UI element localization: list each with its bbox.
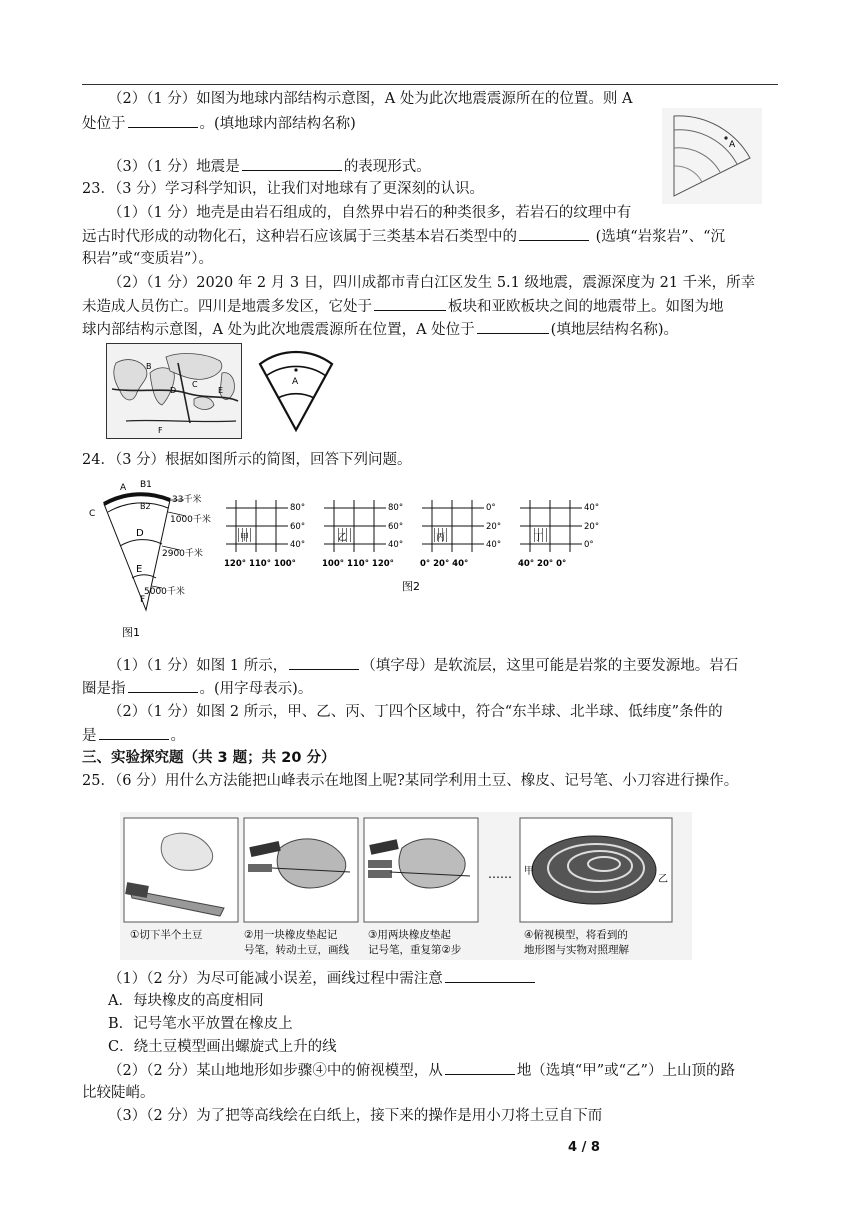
answer-blank[interactable] [242,156,342,171]
world-plate-map [106,343,242,439]
lat-label: 80° [290,503,306,513]
step2-caption-line1: ②用一块橡皮垫起记 [244,929,338,941]
lon-label: 0° 20° 40° [420,559,469,569]
q22-2-line1: （2）（1 分）如图为地球内部结构示意图，A 处为此次地震震源所在的位置。则 A [108,91,633,107]
q24-title: 24．（3 分）根据如图所示的简图，回答下列问题。 [82,452,412,468]
layer-label-f: F [140,595,146,605]
q23-2-line2: 未造成人员伤亡。四川是地震多发区，它处于 板块和亚欧板块之间的地震带上。如图为地 [82,296,724,317]
q24-1-line1: （1）（1 分）如图 1 所示， （填字母）是软流层，这里可能是岩浆的主要发源地。岩石 [108,655,738,676]
step4-caption-line1: ④俯视模型，将看到的 [524,929,628,941]
figure2-caption: 图2 [402,580,420,593]
header-rule [82,84,778,85]
step3-caption-line2: 记号笔，重复第②步 [368,944,462,956]
map-label-f: F [158,426,163,435]
step3-caption-line1: ③用两块橡皮垫起 [368,929,451,941]
lat-label: 20° [486,522,502,532]
map-label-d: D [170,386,177,395]
answer-blank[interactable] [445,1060,515,1075]
step4-caption-line2: 地形图与实物对照理解 [524,944,629,956]
depth-5000km: 5000千米 [144,587,185,597]
answer-blank[interactable] [99,725,169,740]
potato-contour-steps-figure [120,812,692,960]
lon-label: 40° 20° 0° [518,559,567,569]
grid-3 [420,500,501,569]
lat-label: 40° [290,540,306,550]
lat-label: 0° [486,503,496,513]
depth-2900km: 2900千米 [162,549,203,559]
answer-blank[interactable] [128,678,198,693]
lat-label: 60° [290,522,306,532]
layer-label-b2: B2 [140,502,151,511]
focus-dot [724,136,727,139]
grid-name: 丙 [436,533,446,543]
q23-title: 23．（3 分）学习科学知识，让我们对地球有了更深刻的认识。 [82,181,485,197]
q23-2-line1: （2）（1 分）2020 年 2 月 3 日，四川成都市青白江区发生 5.1 级地震，震源深度为 21 千米，所幸 [108,275,756,291]
lat-label: 20° [584,522,600,532]
option-a: A．每块橡皮的高度相同 [108,993,264,1009]
label-yi: 乙 [658,874,668,885]
answer-blank[interactable] [477,319,549,334]
lat-lon-grids-figure [222,498,622,594]
q24-1-line2: 圈是指 。(用字母表示)。 [82,678,312,699]
layer-label-a: A [120,483,127,493]
lat-label: 60° [388,522,404,532]
q23-1-line2: 远古时代形成的动物化石，这种岩石应该属于三类基本岩石类型中的 (选填“岩浆岩”、“沉 [82,226,725,247]
option-c: C．绕土豆模型画出螺旋式上升的线 [108,1039,337,1055]
section-three-heading: 三、实验探究题（共 3 题；共 20 分） [82,750,336,766]
q25-title: 25．（6 分）用什么方法能把山峰表示在地图上呢?某同学利用土豆、橡皮、记号笔、小刀容进行操作。 [82,773,739,789]
q22-3: （3）（1 分）地震是 的表现形式。 [108,156,431,177]
lat-label: 40° [388,540,404,550]
lat-label: 80° [388,503,404,513]
grid-4 [518,500,599,569]
q22-2-line2: 处位于 。(填地球内部结构名称) [82,113,356,134]
q23-1-line3: 积岩”或“变质岩”）。 [82,251,213,267]
earth-structure-wedge-figure [662,108,762,204]
grid-2 [322,500,403,569]
lon-label: 120° 110° 100° [224,559,296,569]
q25-1: （1）（2 分）为尽可能减小误差，画线过程中需注意 [108,968,537,989]
earth-layers-figure [86,474,226,644]
lat-label: 40° [584,503,600,513]
answer-blank[interactable] [289,655,359,670]
step2-caption-line2: 号笔，转动土豆，画线 [244,944,349,956]
answer-blank[interactable] [519,226,589,241]
map-label-e: E [218,386,224,395]
depth-33km: 33千米 [172,495,202,505]
layer-label-e: E [136,564,143,575]
lat-label: 40° [486,540,502,550]
depth-1000km: 1000千米 [170,515,211,525]
layer-label-b1: B1 [140,480,152,490]
q23-2-line3: 球内部结构示意图，A 处为此次地震震源所在位置，A 处位于 (填地层结构名称)。 [82,319,678,340]
lat-label: 0° [584,540,594,550]
q24-2-line2: 是 。 [82,725,185,746]
wedge-label-a: A [729,140,736,150]
layer-label-d: D [136,528,144,539]
answer-blank[interactable] [374,296,446,311]
grid-name: 乙 [338,533,348,543]
wedge2-label-a: A [292,377,299,387]
q25-2-line2: 比较陡峭。 [82,1085,155,1101]
answer-blank[interactable] [128,113,198,128]
ellipsis-dots: …… [488,867,512,881]
q24-2-line1: （2）（1 分）如图 2 所示，甲、乙、丙、丁四个区域中，符合“东半球、北半球、低纬度”条件的 [108,704,723,720]
earth-structure-wedge-figure-2 [256,350,336,434]
q25-3: （3）（2 分）为了把等高线绘在白纸上，接下来的操作是用小刀将土豆自下而 [108,1108,603,1124]
step1-caption: ①切下半个土豆 [130,929,203,941]
q23-1-line1: （1）（1 分）地壳是由岩石组成的，自然界中岩石的种类很多，若岩石的纹理中有 [108,205,632,221]
option-b: B．记号笔水平放置在橡皮上 [108,1016,293,1032]
focus-dot [294,368,297,371]
q25-2-line1: （2）（2 分）某山地地形如步骤④中的俯视模型，从 地（选填“甲”或“乙”）上山顶的路 [108,1060,735,1081]
map-label-b: B [146,362,152,371]
answer-blank[interactable] [445,968,535,983]
layer-label-c: C [89,509,96,519]
grid-name: 甲 [240,533,250,543]
map-label-c: C [192,380,198,389]
figure1-caption: 图1 [122,626,140,639]
page-number: 4 / 8 [568,1140,600,1155]
grid-1 [224,500,305,569]
grid-name: 丁 [534,533,544,543]
lon-label: 100° 110° 120° [322,559,394,569]
label-jia: 甲 [524,866,534,877]
